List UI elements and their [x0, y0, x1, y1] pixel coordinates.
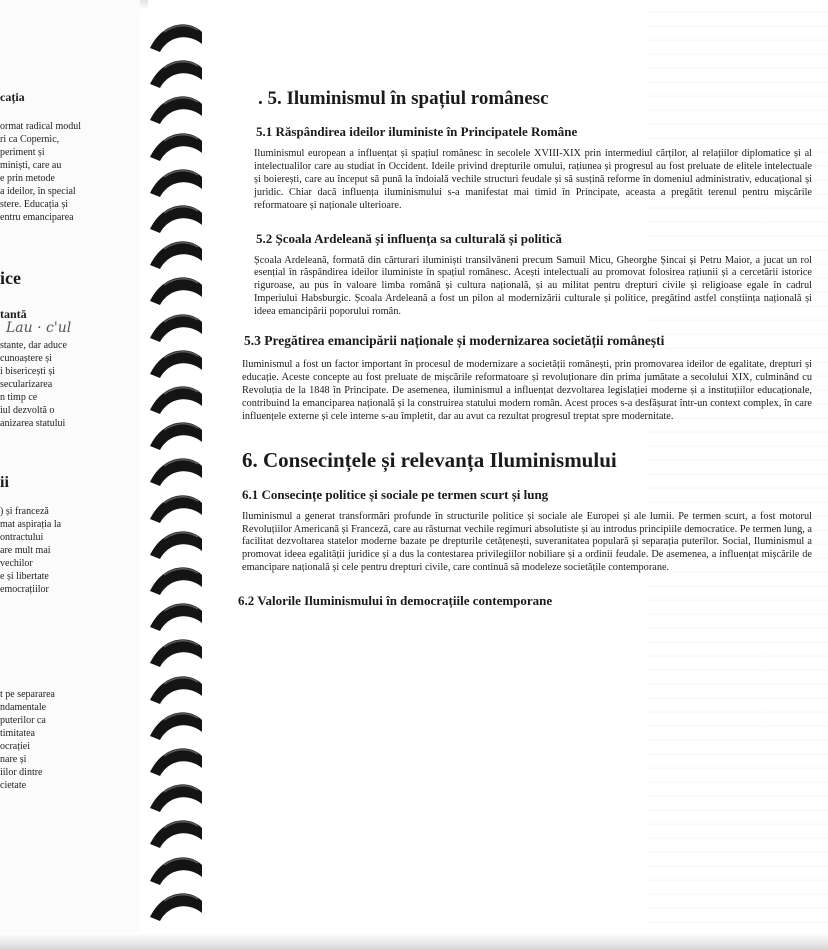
handwritten-note: Lau · c'ul	[6, 320, 72, 336]
section-5-3-text: Iluminismul a fost un factor important în procesul de modernizare a societății românești, prin promovarea ideilor de egalitate, drepturi și educație. Aceste concepte au fost preluate de mișcările reformatoare și revoluționare din prima jumătate a secolului XIX, culminând cu Revoluția de la 1848 în Principate. De asemenea, iluminismul a influențat dezvoltarea legislației moderne și a instituțiilor educaționale, contribuind la emanciparea națională și la construirea statului modern român. Acest proces s-a desfășurat într-un context complex, în care influențele externe și cele interne s-au împletit, dar au avut ca rezultat progresul treptat spre modernitate.	[242, 359, 812, 422]
left-text-line: ontractului	[0, 532, 44, 543]
left-heading-tanta: tantă	[0, 307, 27, 321]
binding-coil	[120, 127, 202, 161]
section-5-1-title: 5.1 Răspândirea ideilor iluministe în Principatele Române	[256, 124, 578, 139]
left-text-line: i bisericești și	[0, 366, 55, 377]
binding-coil	[120, 525, 202, 559]
binding-coil	[120, 452, 202, 486]
left-text-line: iul dezvoltă o	[0, 405, 55, 416]
left-text-line: mat aspirația la	[0, 519, 62, 530]
binding-coil	[120, 308, 202, 342]
left-text-line: are mult mai	[0, 545, 51, 556]
binding-coil	[120, 489, 202, 523]
section-6-2-title: 6.2 Valorile Iluminismului în democrațiile contemporane	[238, 593, 553, 609]
binding-coil	[120, 597, 202, 631]
binding-coil	[120, 54, 202, 88]
binding-coil	[120, 742, 202, 776]
section-5-1-text: Iluminismul european a influențat și spațiul românesc în secolele XVIII-XIX prin intermediul cărților, al relațiilor diplomatice și al intelectualilor care au studiat în Occident. Ideile privind drepturile omului, rațiunea și progresul au fost preluate de elitele intelectuale și boierești, care au început să pună la îndoială vechile structuri feudale și să susțină reforme în domeniul administrativ, educațional și juridic. Chiar dacă influența iluminismului s-a manifestat mai timid în Principate, aceasta a pregătit terenul pentru mișcările reformatoare și naționale ulterioare.	[254, 148, 812, 211]
binding-coil	[120, 199, 202, 233]
left-text-line: anizarea statului	[0, 418, 66, 429]
left-text-line: miniști, care au	[0, 160, 62, 171]
left-text-line: e și libertate	[0, 571, 49, 582]
left-text-line: e prin metode	[0, 173, 55, 184]
left-text-line: t pe separarea	[0, 689, 55, 700]
bottom-shadow	[0, 933, 828, 949]
left-text-line: cunoaștere și	[0, 353, 52, 364]
left-page	[0, 0, 140, 949]
left-text-line: puterilor ca	[0, 715, 46, 726]
left-text-line: timitatea	[0, 728, 35, 739]
binding-coil	[120, 344, 202, 378]
left-text-line: entru emanciparea	[0, 212, 74, 223]
document-content	[240, 88, 812, 609]
section-6-1-title: 6.1 Consecințe politice și sociale pe termen scurt și lung	[242, 486, 549, 502]
left-text-line: periment și	[0, 147, 45, 158]
left-text-line: ) și franceză	[0, 506, 49, 517]
left-text-line: n timp ce	[0, 392, 38, 403]
section-5-title: . 5. Iluminismul în spațiul românesc	[258, 88, 549, 109]
binding-coil	[120, 163, 202, 197]
binding-coil	[120, 814, 202, 848]
left-text-line: emocrațiilor	[0, 584, 49, 595]
left-heading-catia: cația	[0, 90, 25, 104]
section-5-3-title: 5.3 Pregătirea emancipării naționale și modernizarea societății românești	[244, 333, 665, 349]
left-text-line: vechilor	[0, 558, 33, 569]
left-text-line: iilor dintre	[0, 767, 43, 778]
left-text-line: nare și	[0, 754, 27, 765]
binding-coil	[120, 90, 202, 124]
left-heading-ii: ii	[0, 474, 9, 491]
binding-coil	[120, 706, 202, 740]
binding-coil	[120, 670, 202, 704]
left-text-line: ormat radical modul	[0, 121, 82, 132]
left-text-line: ocrației	[0, 741, 30, 752]
left-text-line: stere. Educația și	[0, 199, 69, 210]
left-text-line: cietate	[0, 780, 27, 791]
binding-coil	[120, 271, 202, 305]
section-5-2-title: 5.2 Școala Ardeleană și influența sa culturală și politică	[256, 230, 562, 246]
left-text-line: a ideilor, în special	[0, 186, 76, 197]
left-text-line: secularizarea	[0, 379, 53, 390]
left-text-line: ndamentale	[0, 702, 47, 713]
left-text-line: stante, dar aduce	[0, 340, 67, 351]
section-5-2-text: Școala Ardeleană, formată din cărturari iluminiști transilvăneni precum Samuil Micu, Gheorghe Șincai și Petru Maior, a jucat un rol esențial în răspândirea ideilor iluministe în spațiul românesc. Acești intelectuali au promovat folosirea rațiunii și a cercetării istorice riguroase, au pus în valoare limba română și cultura națională, și au militat pentru drepturi civile și religioase egale în cadrul Imperiului Habsburgic. Școala Ardeleană a fost un pilon al modernizării culturale și politice, pregătind astfel conștiința națională și ideea emancipării poporului român.	[254, 254, 812, 318]
binding-coil	[120, 633, 202, 667]
left-heading-ice: ice	[0, 268, 21, 288]
binding-coil	[120, 235, 202, 269]
section-6-title: 6. Consecințele și relevanța Iluminismului	[242, 447, 617, 472]
binding-coil	[120, 416, 202, 450]
section-6-1-text: Iluminismul a generat transformări profunde în structurile politice și sociale ale Europei și ale lumii. Pe termen scurt, a fost motorul Revoluțiilor Americană și Franceză, care au răsturnat vechile regimuri absolutiste și au introdus principiile democratice. Pe termen lung, a facilitat dezvoltarea statelor moderne bazate pe drepturile cetățenești, suveranitatea populară și separația puterilor. Social, Iluminismul a promovat ideea egalității juridice și a dus la contestarea privilegiilor nobiliare și a ordinii feudale. De asemenea, a influențat mișcările de emancipare națională și cele pentru drepturi civile, care continuă să modeleze societățile contemporane.	[242, 510, 812, 574]
binding-coil	[120, 561, 202, 595]
binding-coil	[120, 887, 202, 921]
binding-coil	[120, 380, 202, 414]
binding-coil	[120, 18, 202, 52]
left-text-line: ri ca Copernic,	[0, 134, 60, 145]
binding-coil	[120, 851, 202, 885]
binding-coil	[120, 778, 202, 812]
